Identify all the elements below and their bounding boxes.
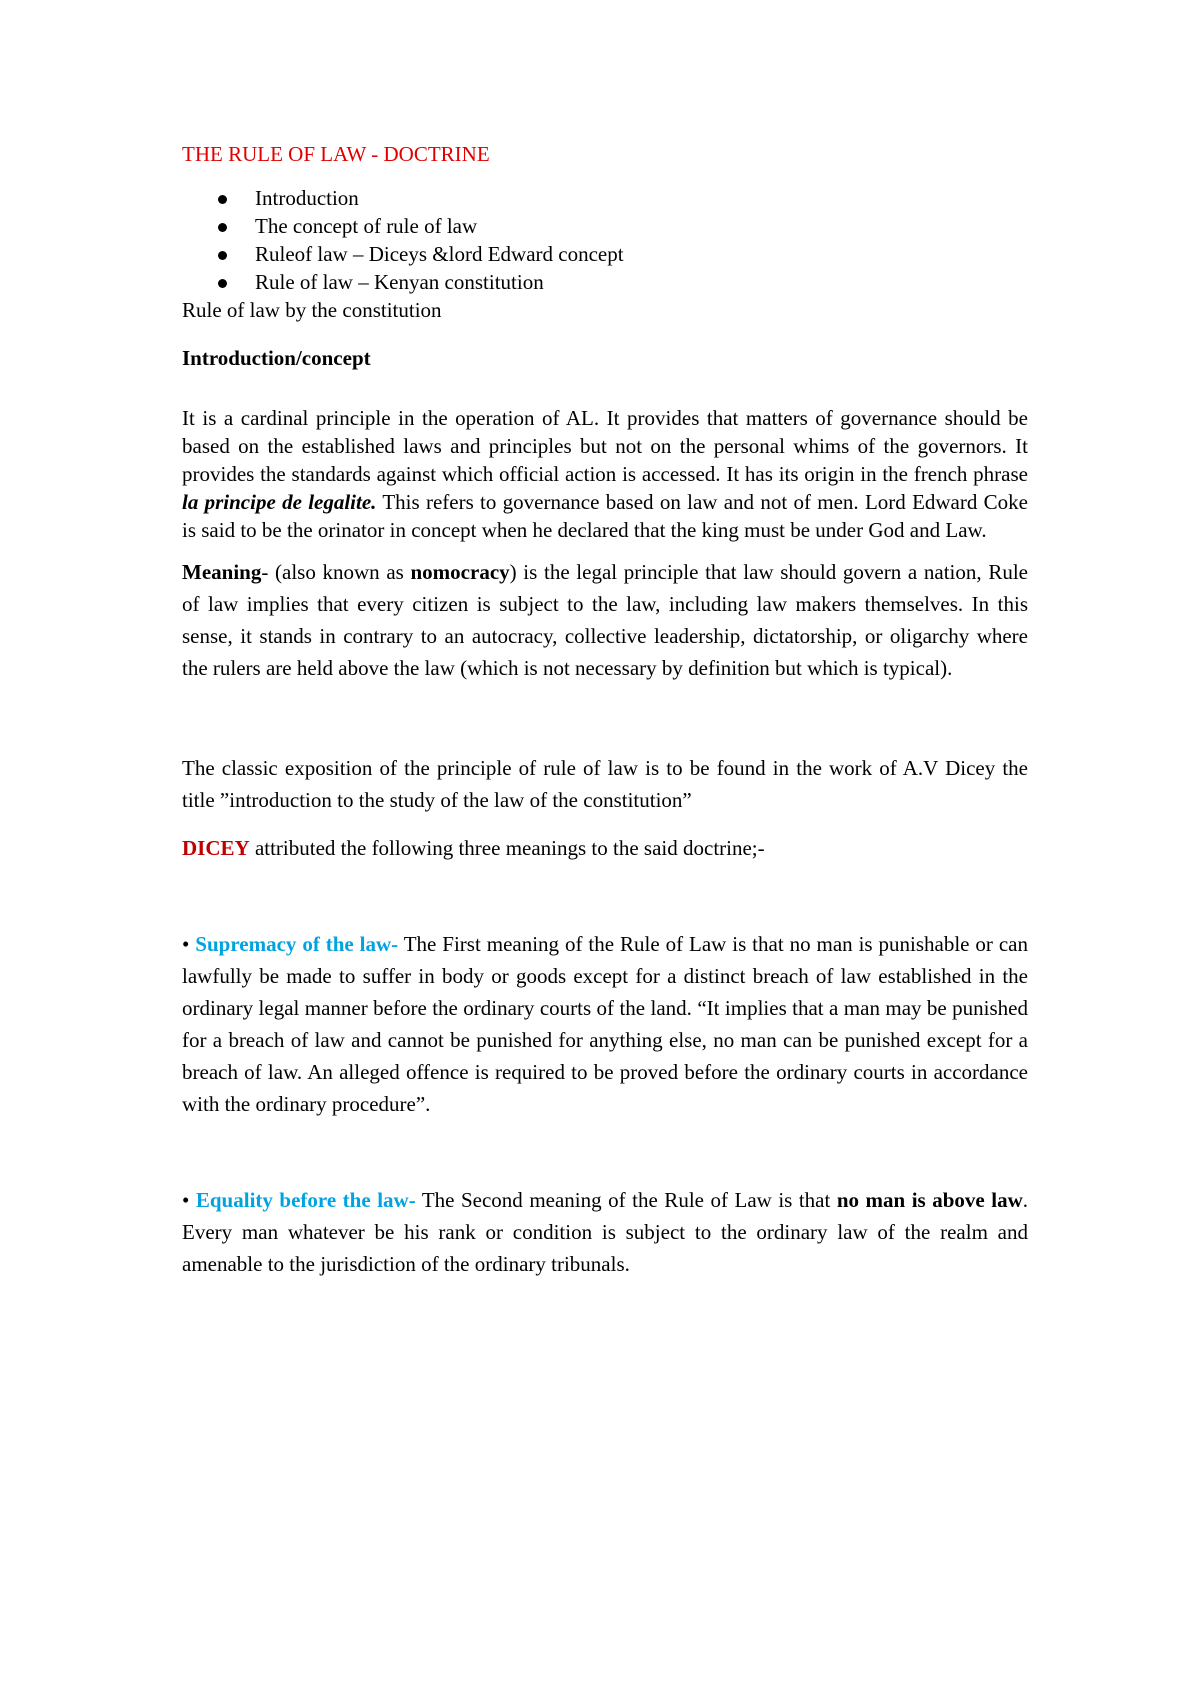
intro-text-2: This refers to governance based on law and not of men. Lord Edward Coke is said to be the orinator in concept when he declared that the king must be under God and Law.	[182, 490, 1028, 542]
supremacy-label: Supremacy of the law-	[195, 932, 399, 956]
dicey-text: attributed the following three meanings to the said doctrine;-	[249, 836, 765, 860]
intro-heading: Introduction/concept	[182, 346, 371, 370]
outline-item	[182, 184, 1028, 212]
meaning-paragraph	[182, 556, 1028, 684]
bullet-icon: •	[182, 932, 196, 956]
outline-list	[182, 184, 1028, 296]
bullet-icon	[218, 195, 227, 204]
meaning-label: Meaning	[182, 560, 262, 584]
outline-item-label: The concept of rule of law	[255, 214, 478, 238]
dicey-label: DICEY	[182, 836, 250, 860]
equality-paragraph	[182, 1184, 1028, 1280]
bullet-icon	[218, 251, 227, 260]
outline-item-label: Ruleof law – Diceys &lord Edward concept	[255, 242, 624, 266]
bullet-icon	[218, 223, 227, 232]
outline-item-label: Rule of law – Kenyan constitution	[255, 270, 544, 294]
document-body	[182, 140, 1028, 1280]
meaning-text-2: ) is the legal principle that law should govern a nation, Rule of law implies that every citizen is subject to the law, including law makers themselves. In this sense, it stands in contrary to an autocracy, collective leadership, dictatorship, or oligarchy where the rulers are held above the law (which is not necessary by definition but which is typical).	[182, 560, 1028, 680]
outline-item	[182, 212, 1028, 240]
outline-item-label: Introduction	[255, 186, 359, 210]
supremacy-text: The First meaning of the Rule of Law is that no man is punishable or can lawfully be made to suffer in body or goods except for a distinct breach of law established in the ordinary legal manner before the ordinary courts of the land. “It implies that a man may be punished for a breach of law and cannot be punished for anything else, no man can be punished except for a breach of law. An alleged offence is required to be proved before the ordinary courts in accordance with the ordinary procedure”.	[182, 932, 1028, 1116]
bullet-icon: •	[182, 1188, 196, 1212]
meaning-bold-term: nomocracy	[410, 560, 510, 584]
equality-label: Equality before the law-	[195, 1188, 416, 1212]
document-title: THE RULE OF LAW - DOCTRINE	[182, 142, 490, 166]
equality-bold-phrase: no man is above law	[836, 1188, 1023, 1212]
intro-paragraph	[182, 404, 1028, 544]
equality-text-2: . Every man whatever be his rank or condition is subject to the ordinary law of the realm and amenable to the jurisdiction of the ordinary tribunals.	[182, 1188, 1029, 1276]
classic-paragraph: The classic exposition of the principle of rule of law is to be found in the work of A.V Dicey the title ”introduction to the study of the law of the constitution”	[182, 756, 1028, 812]
supremacy-paragraph	[182, 928, 1028, 1120]
outline-item	[182, 268, 1028, 296]
intro-italic-phrase: la principe de legalite.	[182, 490, 377, 514]
equality-text-1: The Second meaning of the Rule of Law is that	[415, 1188, 837, 1212]
bullet-icon	[218, 279, 227, 288]
outline-item	[182, 240, 1028, 268]
intro-text-1: It is a cardinal principle in the operation of AL. It provides that matters of governance should be based on the established laws and principles but not on the personal whims of the governors. It provides the standards against which official action is accessed. It has its origin in the french phrase	[182, 406, 1028, 486]
outline-trailing-line: Rule of law by the constitution	[182, 298, 442, 322]
meaning-text-1: - (also known as	[261, 560, 411, 584]
dicey-paragraph	[182, 832, 1028, 864]
